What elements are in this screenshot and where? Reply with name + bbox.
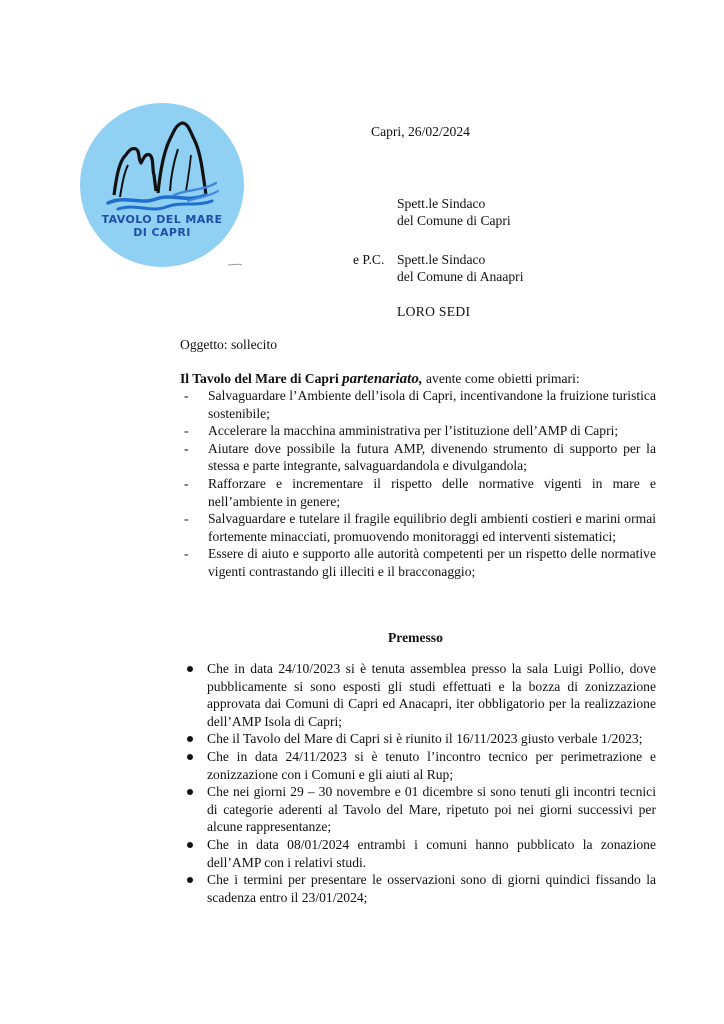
objective-item: - Rafforzare e incrementare il rispetto delle normative vigenti in mare e nell’ambiente in genere;	[184, 475, 656, 509]
bullet-icon	[187, 754, 193, 760]
cc-label: e P.C.	[353, 252, 385, 267]
subject-line: Oggetto: sollecito	[180, 337, 278, 352]
intro-line	[180, 370, 580, 388]
recipient-line-2: del Comune di Capri	[397, 213, 511, 228]
premesso-item: Che in data 24/11/2023 si è tenuto l’incontro tecnico per perimetrazione e zonizzazione con i Comuni e gli aiuti al Rup;	[180, 748, 656, 783]
objective-item: - Salvaguardare l’Ambiente dell’isola di Capri, incentivandone la fruizione turistica sostenibile;	[184, 388, 656, 421]
logo-text-line1: TAVOLO DEL MARE	[101, 213, 223, 226]
bullet-icon	[187, 842, 193, 848]
objective-item: - Aiutare dove possibile la futura AMP, divenendo strumento di supporto per la stessa e parte integrante, salvaguardandola e divulgandola;	[184, 440, 656, 474]
dash-icon: -	[184, 423, 189, 439]
bullet-icon	[187, 877, 193, 883]
objective-item: - Essere di aiuto e supporto alle autorità competenti per un rispetto delle normative vigenti contrastando gli illeciti e il bracconaggio;	[184, 546, 656, 579]
premesso-heading: Premesso	[388, 630, 443, 645]
premesso-item: Che in data 08/01/2024 entrambi i comuni hanno pubblicato la zonazione dell’AMP con i relativi studi.	[180, 836, 656, 871]
dash-icon: -	[184, 546, 189, 562]
premesso-item: Che in data 24/10/2023 si è tenuta assemblea presso la sala Luigi Pollio, dove pubblicamente si sono esposti gli studi effettuati e la bozza di zonizzazione approvata dai Comuni di Capri ed Anacapri, iter obbligatorio per la realizzazione dell’AMP Isola di Capri;	[180, 660, 656, 730]
tavolo-del-mare-logo	[78, 103, 246, 268]
intro-role: partenariato,	[342, 371, 423, 387]
intro-name: Il Tavolo del Mare di Capri	[180, 371, 339, 386]
premesso-item: Che il Tavolo del Mare di Capri si è riunito il 16/11/2023 giusto verbale 1/2023;	[180, 730, 656, 748]
bullet-icon	[187, 789, 193, 795]
cc-recipient-line-1: Spett.le Sindaco	[397, 252, 486, 267]
objective-item: - Accelerare la macchina amministrativa per l’istituzione dell’AMP di Capri;	[184, 423, 619, 439]
faraglioni-logo-icon	[78, 103, 246, 268]
bullet-icon	[187, 736, 193, 742]
dash-icon: -	[184, 440, 189, 456]
logo-text-line2: DI CAPRI	[133, 226, 191, 239]
loro-sedi: LORO SEDI	[397, 304, 471, 319]
objective-item: - Salvaguardare e tutelare il fragile equilibrio degli ambienti costieri e marini ormai fortemente minacciati, promuovendo monitoraggi ed interventi sistematici;	[184, 511, 656, 544]
premesso-list	[180, 660, 656, 906]
cc-recipient-line-2: del Comune di Anaapri	[397, 269, 524, 284]
dash-icon: -	[184, 475, 189, 491]
premesso-item: Che i termini per presentare le osservazioni sono di giorni quindici fissando la scadenza entro il 23/01/2024;	[180, 871, 656, 906]
objectives-list	[180, 387, 656, 581]
dash-icon: -	[184, 388, 189, 403]
letter-date: Capri, 26/02/2024	[371, 124, 470, 139]
recipient-line-1: Spett.le Sindaco	[397, 196, 486, 211]
dash-icon: -	[184, 511, 189, 527]
intro-rest: avente come obietti primari:	[422, 371, 580, 386]
premesso-item: Che nei giorni 29 – 30 novembre e 01 dicembre si sono tenuti gli incontri tecnici di categorie aderenti al Tavolo del Mare, ripetuto poi nei giorni successivi per alcune rappresentanze;	[180, 783, 656, 836]
bullet-icon	[187, 666, 193, 672]
